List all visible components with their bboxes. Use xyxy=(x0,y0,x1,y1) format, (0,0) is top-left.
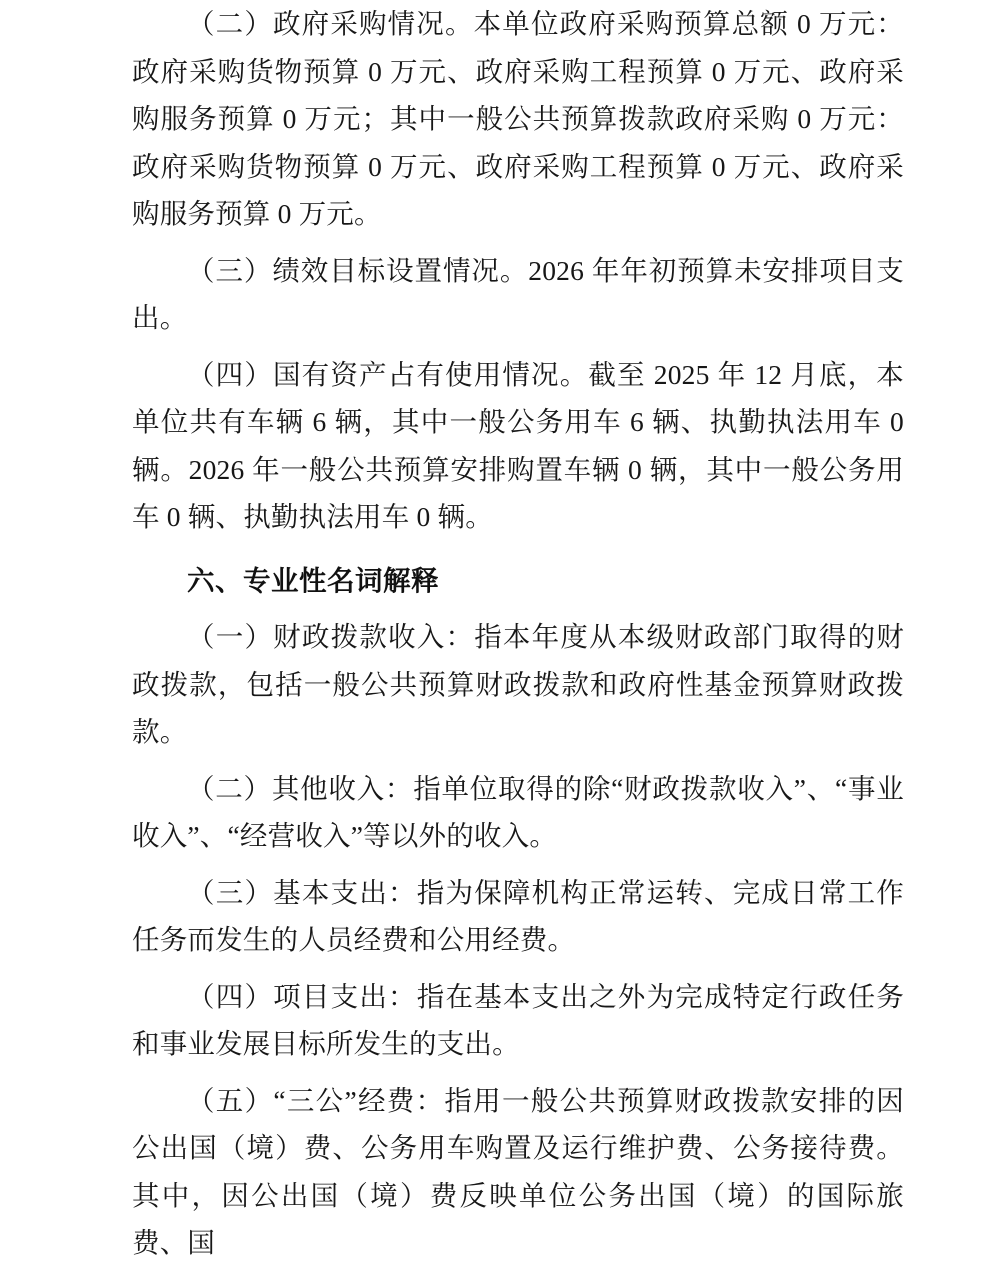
paragraph-spacer xyxy=(132,860,904,869)
definition-three-public-expenses: （五）“三公”经费：指用一般公共预算财政拨款安排的因公出国（境）费、公务用车购置及运行维护费、公务接待费。其中，因公出国（境）费反映单位公务出国（境）的国际旅费、国 xyxy=(132,1084,904,1258)
paragraph-spacer xyxy=(132,756,904,765)
definition-fiscal-appropriation-income: （一）财政拨款收入：指本年度从本级财政部门取得的财政拨款，包括一般公共预算财政拨款和政府性基金预算财政拨款。 xyxy=(132,621,904,747)
section-heading-terminology: 六、专业性名词解释 xyxy=(187,564,439,596)
definition-project-expenditure: （四）项目支出：指在基本支出之外为完成特定行政任务和事业发展目标所发生的支出。 xyxy=(132,980,904,1059)
document-body-column xyxy=(132,0,904,1267)
paragraph-spacer xyxy=(132,1068,904,1077)
paragraph-spacer xyxy=(132,964,904,973)
heading-spacer xyxy=(132,604,904,613)
paragraph-performance-goals: （三）绩效目标设置情况。2026 年年初预算未安排项目支出。 xyxy=(132,254,904,333)
section-spacer xyxy=(132,541,904,557)
paragraph-spacer xyxy=(132,342,904,351)
paragraph-government-procurement: （二）政府采购情况。本单位政府采购预算总额 0 万元：政府采购货物预算 0 万元、政府采购工程预算 0 万元、政府采购服务预算 0 万元；其中一般公共预算拨款政府采购 0 万元：政府采购货物预算 0 万元、政府采购工程预算 0 万元、政府采购服务预算 0 万元。 xyxy=(132,8,904,229)
definition-other-income: （二）其他收入：指单位取得的除“财政拨款收入”、“事业收入”、“经营收入”等以外的收入。 xyxy=(132,772,904,851)
definition-basic-expenditure: （三）基本支出：指为保障机构正常运转、完成日常工作任务而发生的人员经费和公用经费。 xyxy=(132,876,904,955)
paragraph-state-assets: （四）国有资产占有使用情况。截至 2025 年 12 月底，本单位共有车辆 6 辆，其中一般公务用车 6 辆、执勤执法用车 0 辆。2026 年一般公共预算安排购置车辆 0 辆，其中一般公务用车 0 辆、执勤执法用车 0 辆。 xyxy=(132,358,904,532)
paragraph-spacer xyxy=(132,238,904,247)
